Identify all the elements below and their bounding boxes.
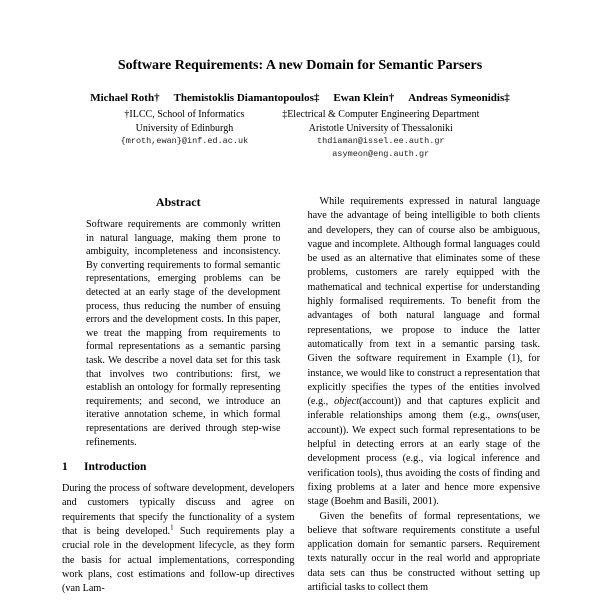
body-paragraph: While requirements expressed in natural language have the advantage of being intelligible to both clients and developers, they can of course also be ambiguous, vague and incomplete. Although formal languages could be used as an alternative that eliminates some of these problems, customers are rarely equipped with the mathematical and technical expertise for understanding highly formalised requirements. To benefit from the advantages of both natural language and formal representations, we propose to induce the latter automatically from text in a semantic parsing task. Given the software requirement in Example (1), for instance, we would like to construct a representation that explicitly specifies the types of the entities involved (e.g., object(account)) and that captures explicit and inferable relationships among them (e.g., owns(user, account)). We expect such formal representations to be helpful in detecting errors at an early stage of the development process (e.g., via logical inference and verification tools), thus avoiding the costs of finding and fixing problems at a later and hence more expensive stage (Boehm and Basili, 2001). [307,196,540,508]
author-name: Ewan Klein† [333,92,395,104]
affiliation-line: University of Edinburgh [135,122,234,134]
author-email: thdiaman@issel.ee.auth.gr [317,136,445,146]
author-email: {mroth,ewan}@inf.ed.ac.uk [120,136,249,146]
affiliation-line: Aristotle University of Thessaloniki [308,122,453,134]
author-name: Themistoklis Diamantopoulos‡ [173,92,320,104]
abstract-heading: Abstract [155,195,201,209]
author-name: Michael Roth† [90,92,160,104]
affiliations-row [0,108,600,161]
affiliation-thessaloniki [282,108,479,161]
affiliation-mark: † [388,92,395,104]
author-name: Andreas Symeonidis‡ [408,92,510,104]
author-email: asymeon@eng.auth.gr [332,149,430,159]
left-column [62,195,295,596]
affiliation-line: ‡Electrical & Computer Engineering Department [282,109,480,120]
authors-line [0,91,600,105]
affiliation-mark: † [154,92,160,104]
section-title: Introduction [84,461,147,474]
affiliation-line: †ILCC, School of Informatics [124,109,245,120]
right-column [308,195,541,596]
abstract-text: Software requirements are commonly written in natural language, making them prone to ambiguity, incompleteness and inconsistency. By converting requirements to formal semantic representations, emerging problems can be detected at an early stage of the development process, thus reducing the number of ensuing errors and the development costs. In this paper, we treat the mapping from requirements to formal representations as a semantic parsing task. We describe a novel data set for this task that involves two contributions: first, we establish an ontology for formally representing requirements; and second, we introduce an iterative annotation scheme, in which formal representations are derived through step-wise refinements. [86,219,281,448]
affiliation-mark: ‡ [313,92,320,104]
two-column-body [0,195,600,596]
body-paragraph: Given the benefits of formal representations, we believe that software requirements constitute a useful application domain for semantic parsers. Requirement texts naturally occur in the real world and appropriate data sets can thus be constructed without setting up artificial tasks to collect them [307,510,540,594]
paper-title: Software Requirements: A new Domain for Semantic Parsers [117,58,483,73]
section-heading-introduction [62,460,295,474]
intro-paragraph: During the process of software development, developers and customers typically discuss and agree on requirements that specify the functionality of a system that is being developed.$^1$ Such requirements play a crucial role in the development lifecycle, as they form the basis for actual implementations, corresponding work plans, cost estimations and follow-up directives (van Lam- [62,483,295,595]
affiliation-mark: ‡ [504,92,510,104]
section-number: 1 [62,461,68,474]
affiliation-edinburgh [121,108,249,161]
